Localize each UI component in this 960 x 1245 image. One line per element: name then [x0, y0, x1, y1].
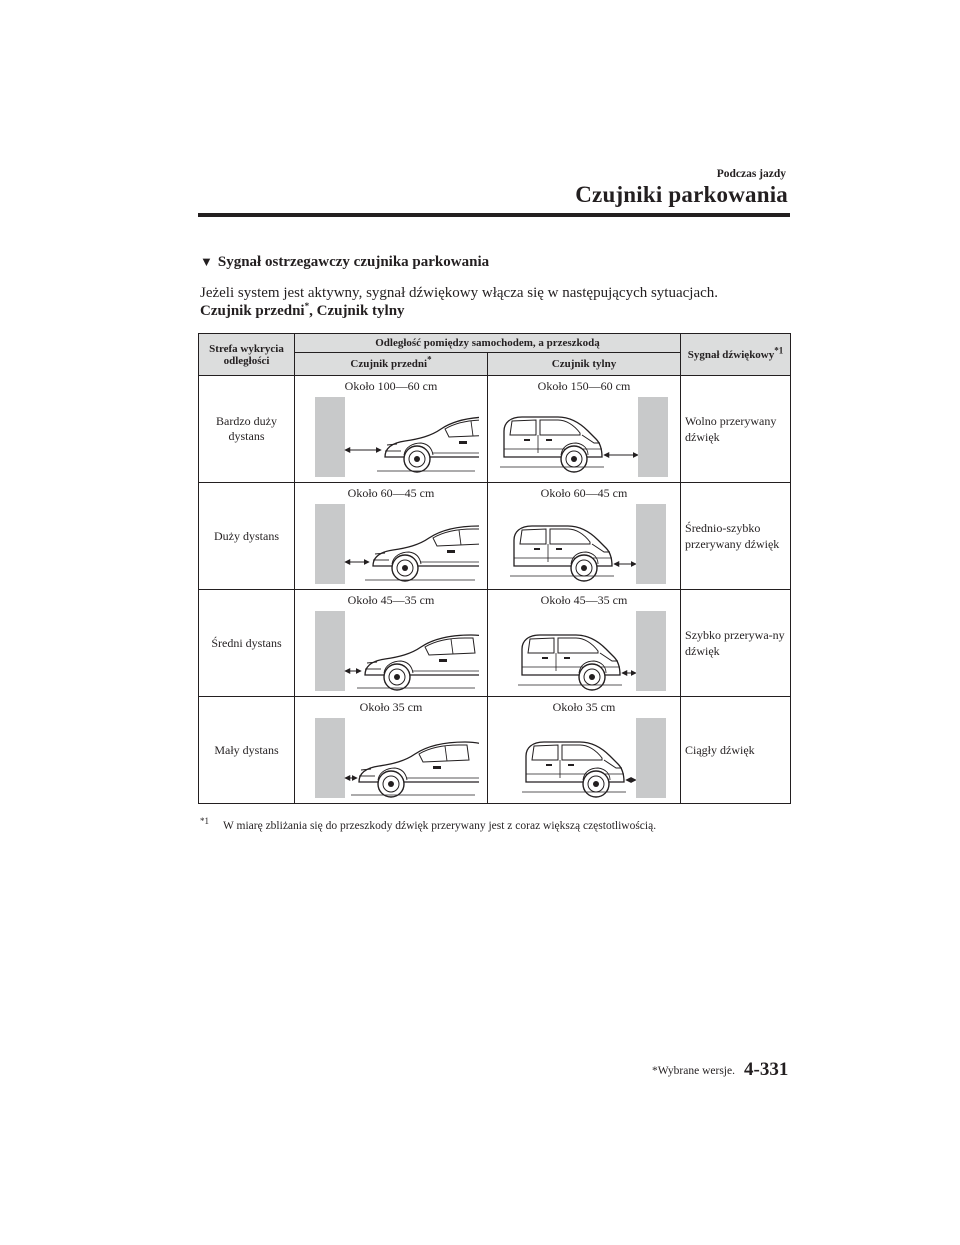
- section-heading: [200, 254, 489, 271]
- col-signal-note: *1: [774, 344, 784, 355]
- zone-label: Średni dystans: [199, 590, 295, 697]
- sensor-subheading: [200, 303, 405, 320]
- header-divider: [198, 213, 790, 217]
- rear-sensor-cell: [488, 697, 681, 804]
- obstacle-wall: [315, 611, 345, 691]
- rear-distance: Około 45—35 cm: [540, 593, 628, 607]
- col-signal-label: Sygnał dźwiękowy: [687, 348, 775, 361]
- front-sensor-cell: [295, 590, 488, 697]
- car-rear-view: [510, 526, 614, 581]
- front-sensor-illustration: [303, 395, 479, 479]
- rear-sensor-cell: [488, 483, 681, 590]
- intro-paragraph: Jeżeli system jest aktywny, sygnał dźwiękowy włącza się w następujących sytuacjach.: [200, 285, 719, 301]
- selected-versions-note: *Wybrane wersje.: [652, 1065, 735, 1077]
- front-sensor-cell: [295, 376, 488, 483]
- front-sensor-illustration: [303, 716, 479, 800]
- front-distance: Około 45—35 cm: [347, 593, 435, 607]
- col-distance-header: Odległość pomiędzy samochodem, a przeszkodą: [295, 334, 681, 353]
- rear-sensor-illustration: [496, 395, 672, 479]
- front-distance: Około 35 cm: [359, 700, 423, 714]
- section-heading-text: Sygnał ostrzegawczy czujnika parkowania: [217, 254, 490, 270]
- rear-sensor-illustration: [496, 502, 672, 586]
- obstacle-wall: [636, 718, 666, 798]
- obstacle-wall: [315, 718, 345, 798]
- page-number: 4-331: [744, 1059, 789, 1080]
- rear-distance: Około 35 cm: [552, 700, 616, 714]
- zone-label: Mały dystans: [199, 697, 295, 804]
- table-row: [199, 697, 791, 804]
- rear-distance: Około 150—60 cm: [537, 379, 631, 393]
- front-sensor-illustration: [303, 502, 479, 586]
- col-front-star: *: [427, 354, 432, 365]
- subheading-rear: , Czujnik tylny: [309, 303, 405, 319]
- warning-signal-table: [198, 333, 791, 804]
- footnote: [200, 816, 657, 832]
- optional-star: *: [304, 301, 310, 311]
- signal-description: Średnio-szybko przerywany dźwięk: [681, 483, 791, 590]
- table-row: [199, 590, 791, 697]
- car-front-view: [365, 635, 479, 690]
- car-front-view: [373, 526, 479, 581]
- section-label: Podczas jazdy: [716, 168, 786, 180]
- obstacle-wall: [315, 397, 345, 477]
- front-sensor-cell: [295, 483, 488, 590]
- table-row: [199, 483, 791, 590]
- col-front-label: Czujnik przedni: [350, 358, 428, 370]
- footnote-text: W miarę zbliżania się do przeszkody dźwięk przerywany jest z coraz większą częstotliwością.: [223, 820, 657, 832]
- obstacle-wall: [315, 504, 345, 584]
- table-row: [199, 376, 791, 483]
- rear-sensor-cell: [488, 376, 681, 483]
- front-distance: Około 60—45 cm: [347, 486, 435, 500]
- front-sensor-illustration: [303, 609, 479, 693]
- signal-description: Ciągły dźwięk: [681, 697, 791, 804]
- page-title: Czujniki parkowania: [575, 182, 788, 207]
- car-rear-view: [518, 635, 622, 690]
- zone-label: Bardzo duży dystans: [199, 376, 295, 483]
- obstacle-wall: [636, 611, 666, 691]
- front-sensor-cell: [295, 697, 488, 804]
- footnote-marker: *1: [200, 816, 209, 827]
- col-zone-header: Strefa wykrycia odległości: [199, 334, 295, 376]
- rear-sensor-cell: [488, 590, 681, 697]
- front-distance: Około 100—60 cm: [344, 379, 438, 393]
- car-rear-view: [500, 417, 604, 472]
- obstacle-wall: [636, 504, 666, 584]
- triangle-icon: ▼: [200, 254, 213, 269]
- col-front-header: [295, 353, 488, 376]
- col-rear-header: Czujnik tylny: [488, 353, 681, 376]
- rear-sensor-illustration: [496, 716, 672, 800]
- obstacle-wall: [638, 397, 668, 477]
- subheading-front: Czujnik przedni: [200, 303, 305, 319]
- signal-description: Wolno przerywany dźwięk: [681, 376, 791, 483]
- zone-label: Duży dystans: [199, 483, 295, 590]
- col-signal-header: [681, 334, 791, 376]
- signal-description: Szybko przerywa-ny dźwięk: [681, 590, 791, 697]
- car-rear-view: [522, 742, 626, 797]
- car-front-view: [385, 417, 479, 472]
- rear-distance: Około 60—45 cm: [540, 486, 628, 500]
- car-front-view: [359, 742, 479, 797]
- rear-sensor-illustration: [496, 609, 672, 693]
